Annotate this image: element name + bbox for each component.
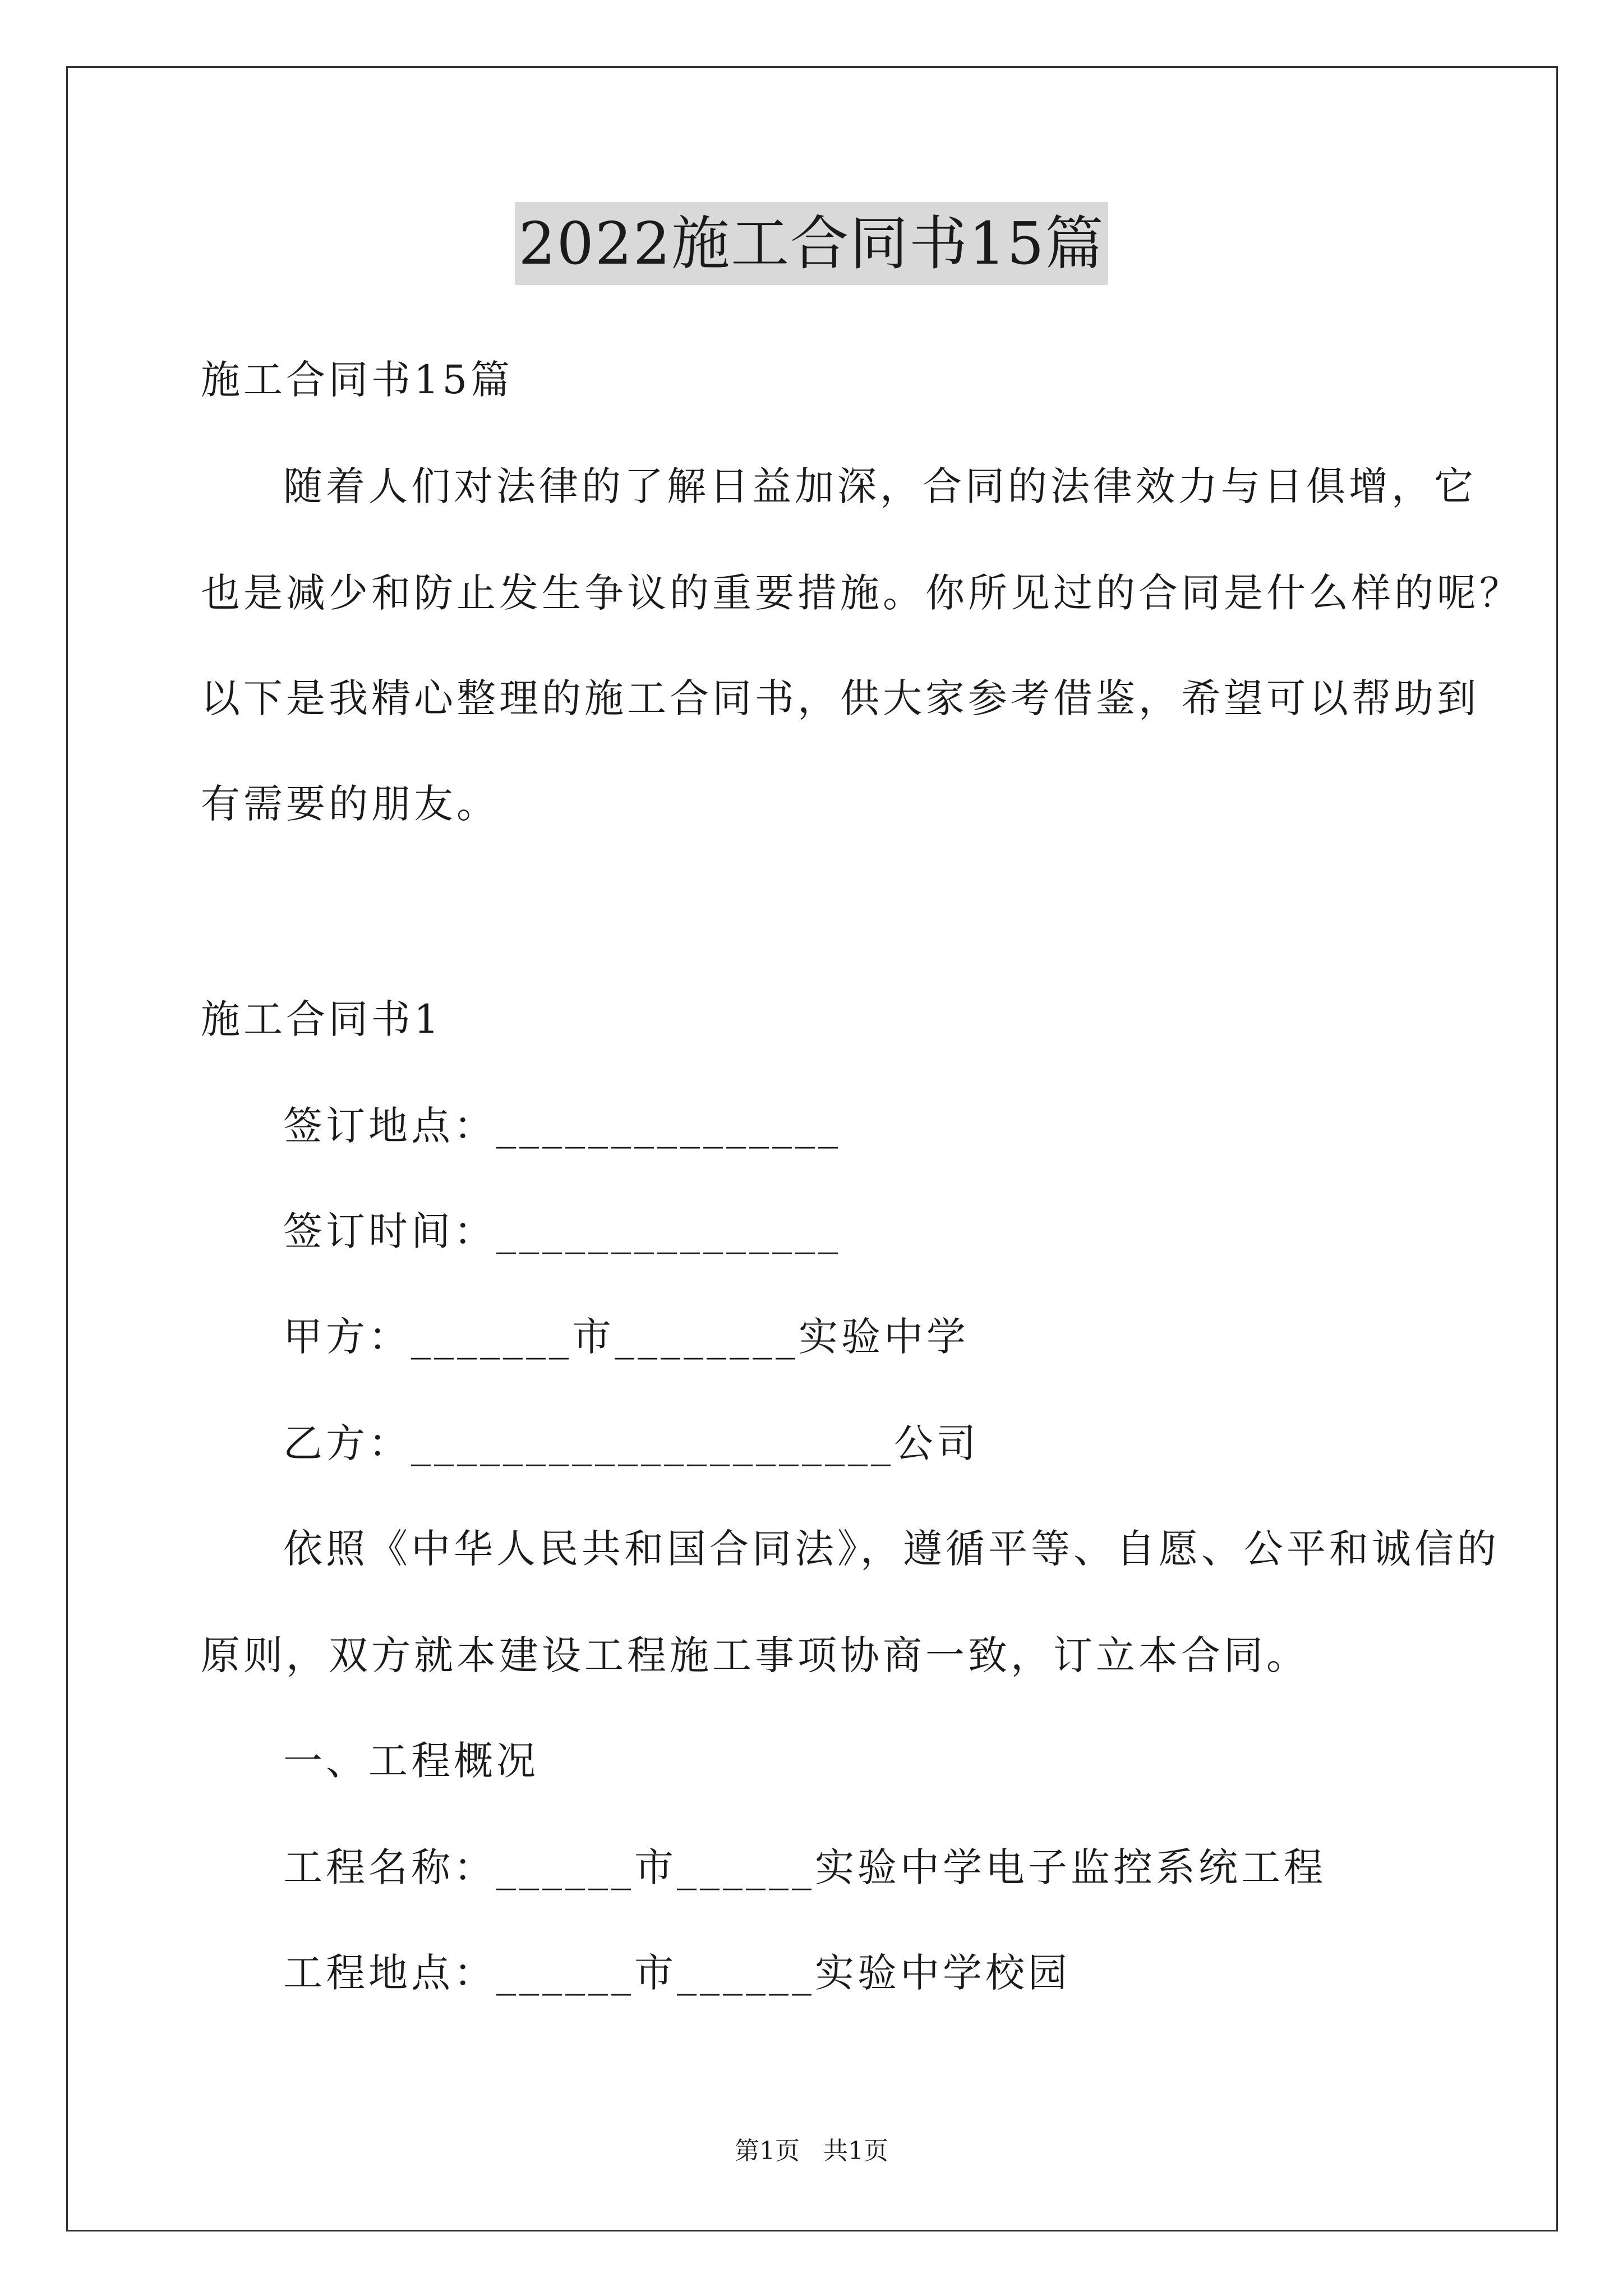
sign-time-field: 签订时间：_______________ [283,1208,841,1254]
page-current: 第1页 [735,2137,800,2165]
sign-place-field: 签订地点：_______________ [283,1103,841,1149]
document-title: 2022施工合同书15篇 [515,202,1108,285]
title-container [0,202,1623,285]
party-a-field: 甲方：_______市________实验中学 [283,1314,969,1360]
intro-line-3: 以下是我精心整理的施工合同书，供大家参考借鉴，希望可以帮助到 [201,675,1479,721]
project-location-field: 工程地点：______市______实验中学校园 [283,1950,1071,1996]
section-heading: 施工合同书1 [201,996,442,1042]
page-total: 共1页 [823,2137,888,2165]
intro-line-4: 有需要的朋友。 [201,781,499,827]
page-footer [0,2134,1623,2168]
intro-line-2: 也是减少和防止发生争议的重要措施。你所见过的合同是什么样的呢？ [201,570,1522,616]
part-one-heading: 一、工程概况 [283,1738,539,1784]
party-b-field: 乙方：_____________________公司 [283,1420,979,1466]
project-name-field: 工程名称：______市______实验中学电子监控系统工程 [283,1844,1326,1890]
basis-line-1: 依照《中华人民共和国合同法》，遵循平等、自愿、公平和诚信的 [283,1526,1500,1572]
basis-line-2: 原则，双方就本建设工程施工事项协商一致，订立本合同。 [201,1632,1309,1678]
intro-line-1: 随着人们对法律的了解日益加深，合同的法律效力与日俱增，它 [283,463,1477,509]
document-subtitle: 施工合同书15篇 [201,357,514,403]
